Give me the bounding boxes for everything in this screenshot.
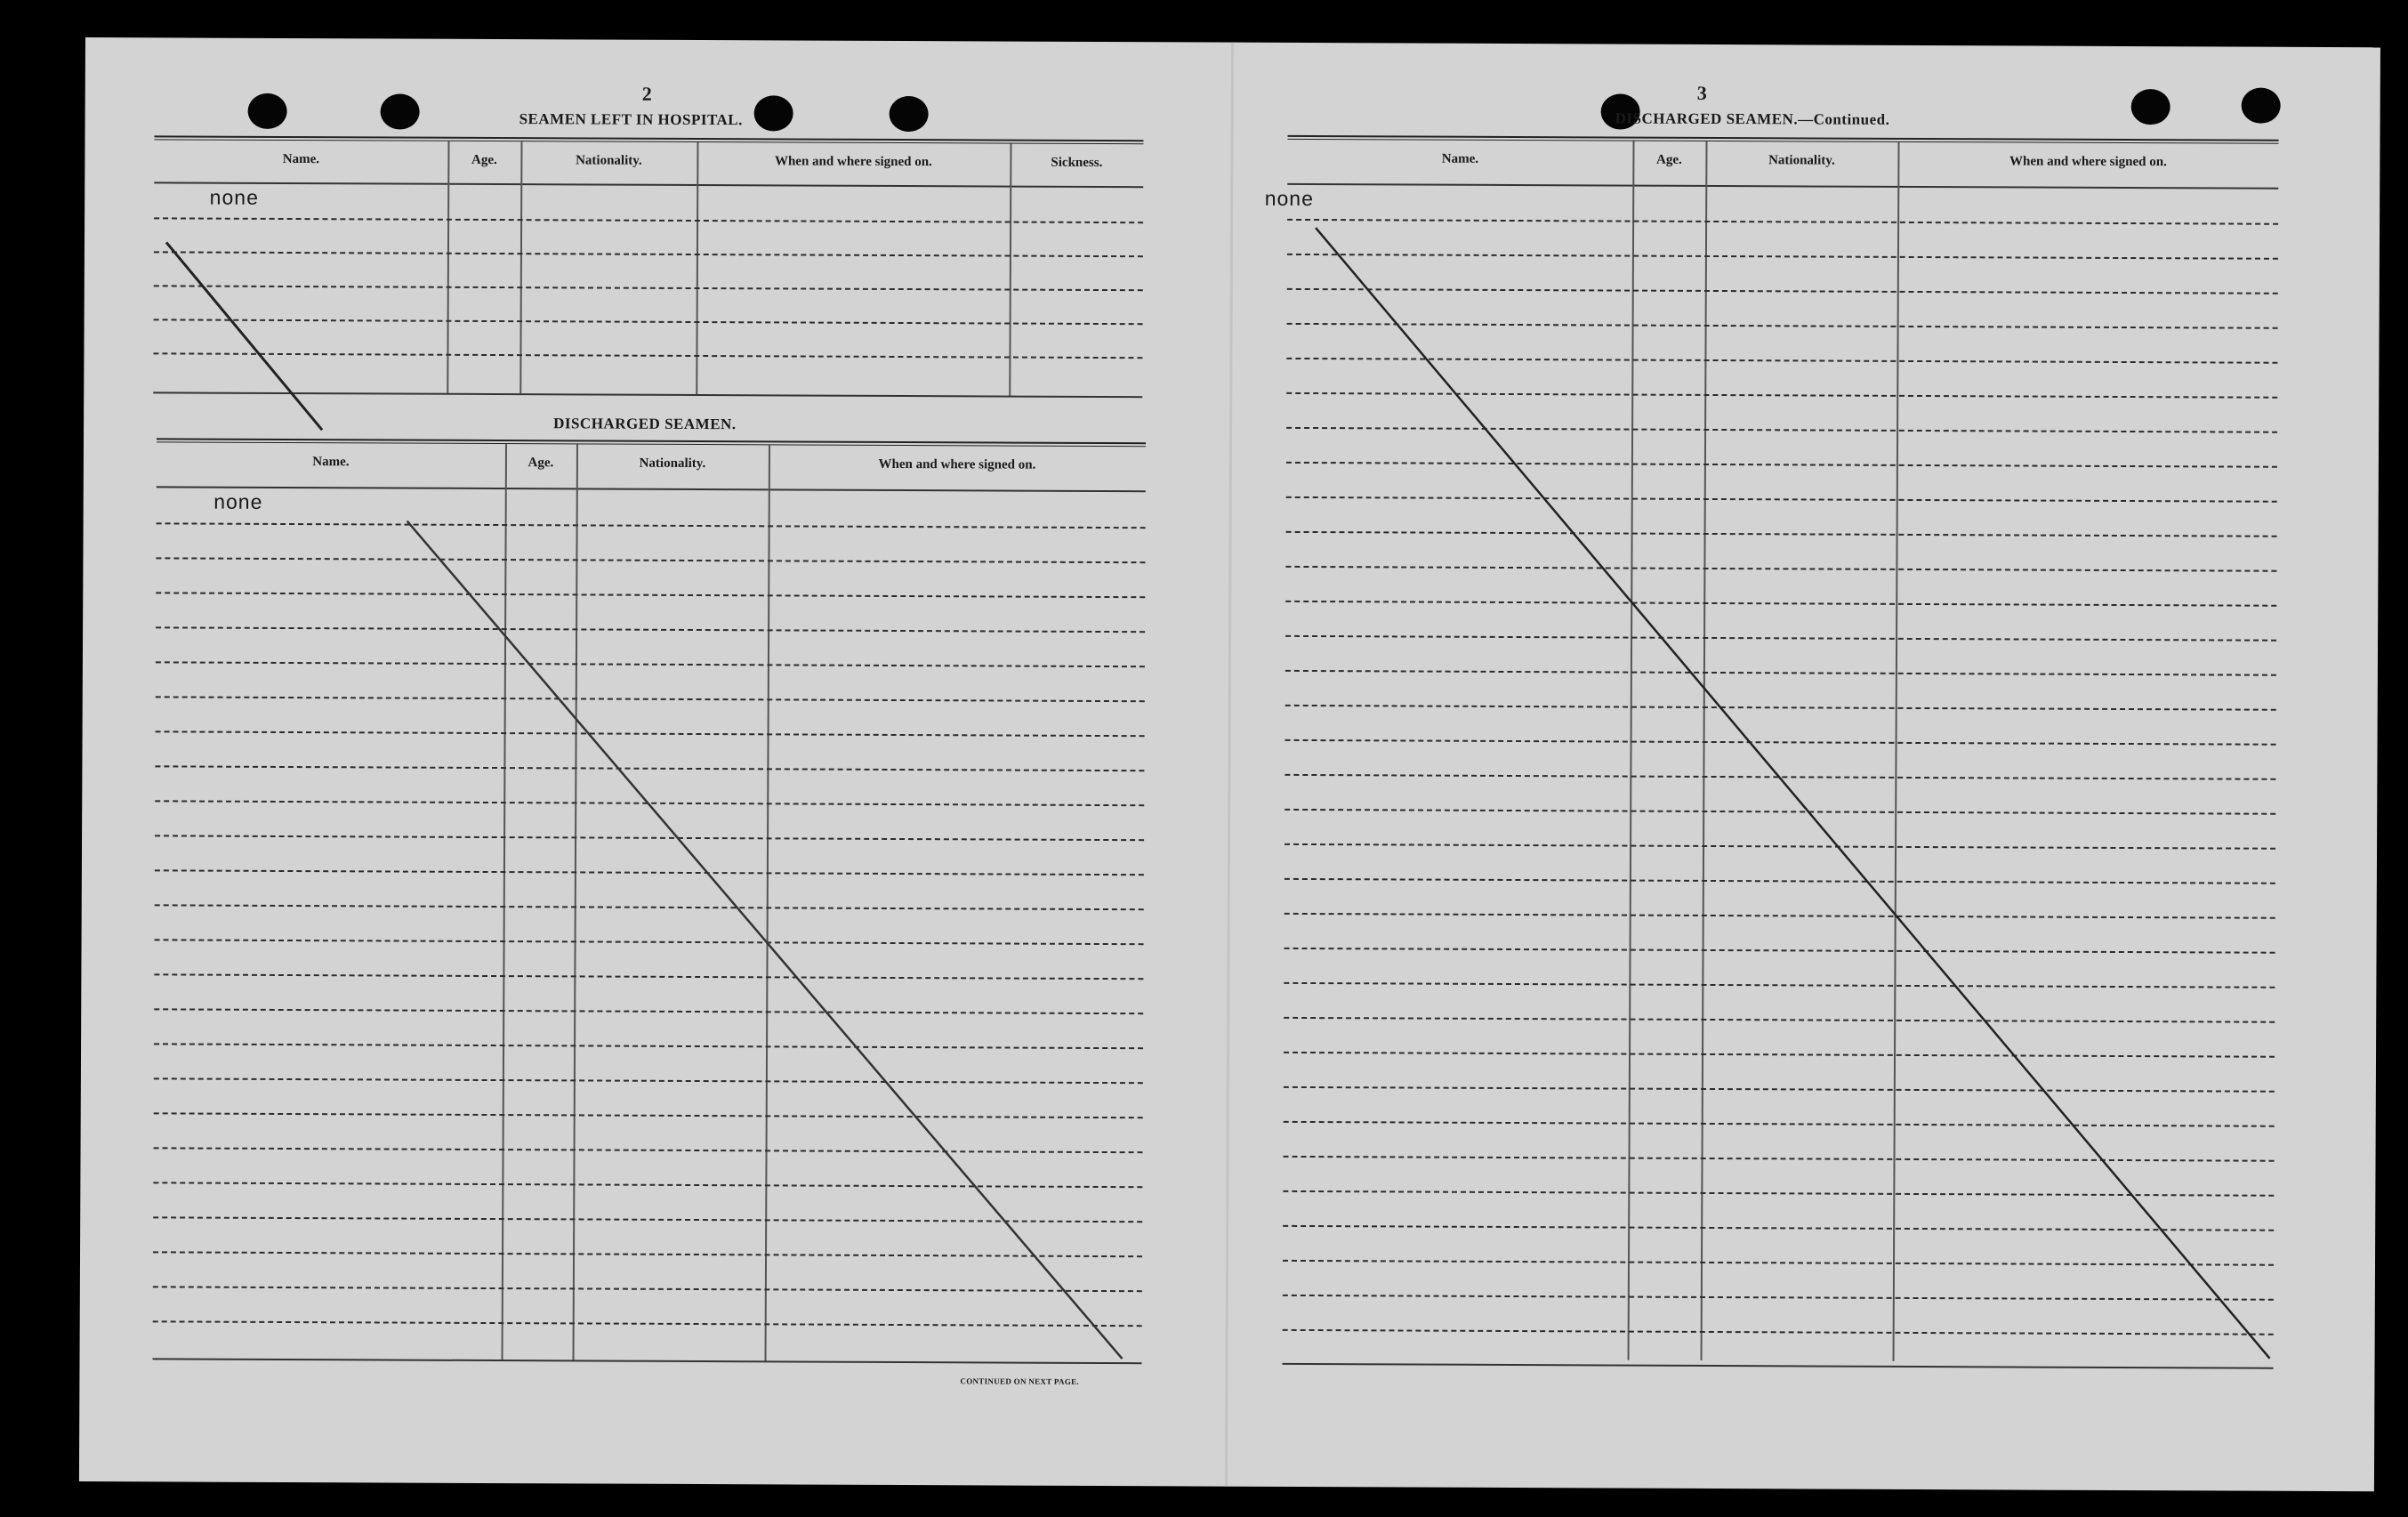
discharged-section-title: DISCHARGED SEAMEN. xyxy=(553,415,737,433)
punch-hole xyxy=(890,96,929,132)
column-header-name: Name. xyxy=(1441,151,1479,166)
punch-hole xyxy=(2242,88,2281,124)
column-header-nationality: Nationality. xyxy=(576,153,642,168)
page-number: 2 xyxy=(641,82,652,105)
column-header-signed-on: When and where signed on. xyxy=(878,456,1036,472)
page-number: 3 xyxy=(1696,81,1707,104)
column-header-age: Age. xyxy=(471,152,497,168)
strike-through-line xyxy=(153,135,1143,407)
column-header-sickness: Sickness. xyxy=(1051,155,1103,170)
punch-hole xyxy=(754,95,793,131)
discharged-continued-table xyxy=(1264,135,2278,1421)
punch-hole xyxy=(2131,89,2170,125)
column-header-nationality: Nationality. xyxy=(639,456,706,472)
discharged-table xyxy=(152,438,1146,1412)
column-header-nationality: Nationality. xyxy=(1768,153,1835,168)
continued-note: CONTINUED ON NEXT PAGE. xyxy=(960,1376,1080,1386)
column-header-signed-on: When and where signed on. xyxy=(2009,154,2167,170)
strike-through-line xyxy=(1282,135,2278,1421)
discharged-entry: none xyxy=(213,491,262,515)
column-header-name: Name. xyxy=(282,151,320,167)
hospital-table xyxy=(153,135,1143,407)
column-header-signed-on: When and where signed on. xyxy=(774,154,932,170)
strike-through-line xyxy=(152,438,1146,1412)
right-page xyxy=(1227,43,2380,1492)
discharged-continued-entry: none xyxy=(1264,188,1314,213)
discharged-continued-title: DISCHARGED SEAMEN.—Continued. xyxy=(1615,109,1890,128)
left-page xyxy=(79,37,1233,1487)
punch-hole xyxy=(248,93,287,129)
column-header-age: Age. xyxy=(528,456,554,471)
column-header-name: Name. xyxy=(312,455,350,470)
hospital-section-title: SEAMEN LEFT IN HOSPITAL. xyxy=(519,110,743,129)
column-header-age: Age. xyxy=(1656,152,1682,167)
ledger-sheet xyxy=(79,37,2380,1491)
hospital-entry: none xyxy=(209,187,259,211)
punch-hole xyxy=(381,93,420,129)
